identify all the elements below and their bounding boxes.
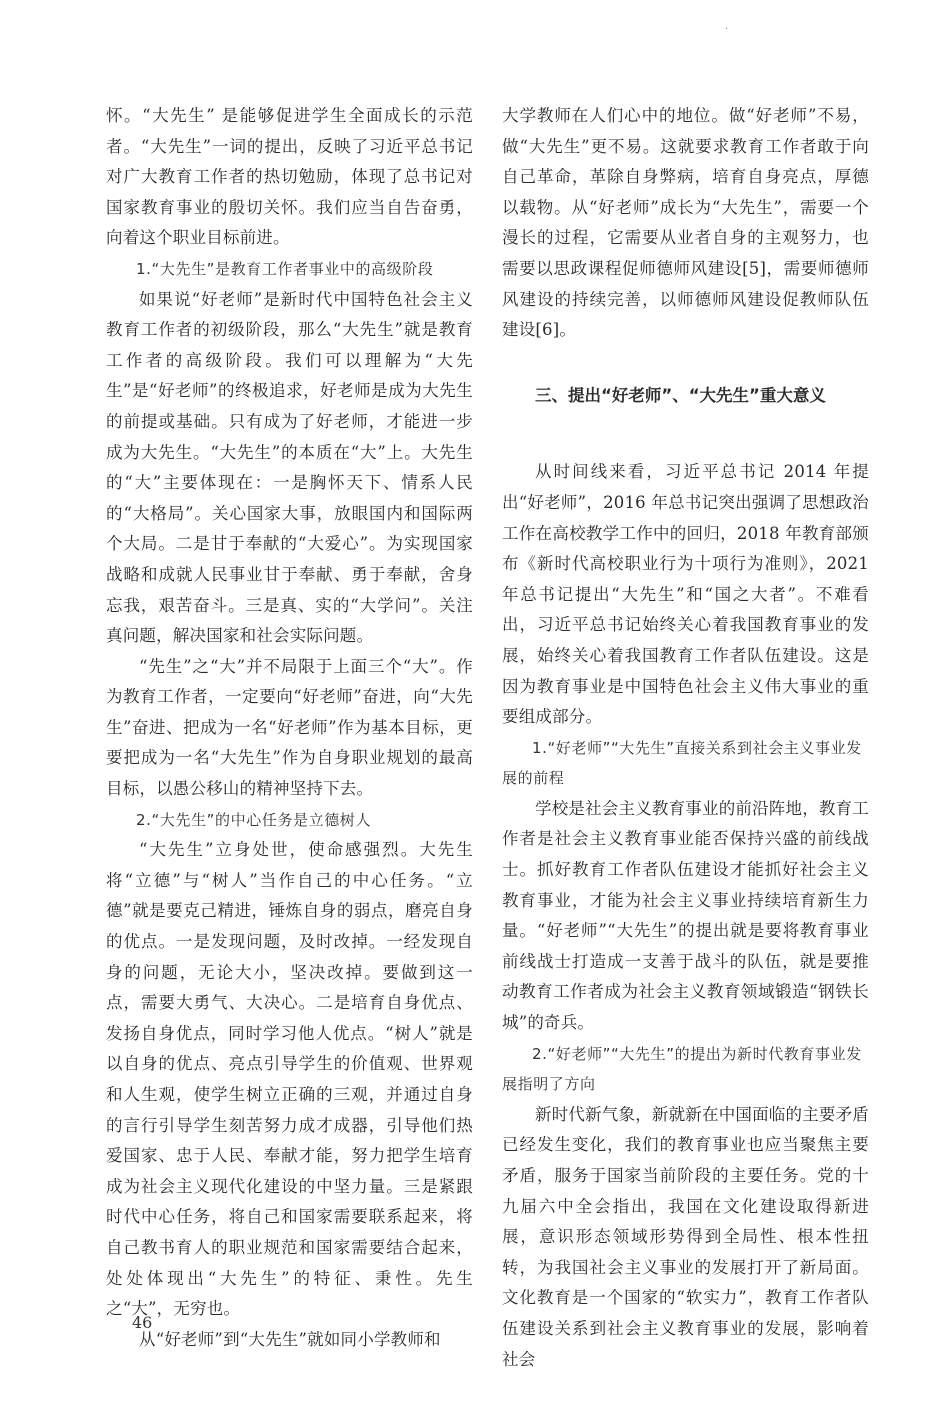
- section-heading: 三、提出“好老师”、“大先生”重大意义: [535, 385, 826, 405]
- body-paragraph: 如果说“好老师”是新时代中国特色社会主义教育工作者的初级阶段，那么“大先生”就是教育工作者的高级阶段。我们可以理解为“大先生”是“好老师”的终极追求，好老师是成为大先生的前提或基础。只有成为了好老师，才能进一步成为大先生。“大先生”的本质在“大”上。大先生的“大”主要体现在：一是胸怀天下、情系人民的“大格局”。关心国家大事，放眼国内和国际两个大局。二是甘于奉献的“大爱心”。为实现国家战略和成就人民事业甘于奉献、勇于奉献，舍身忘我，艰苦奋斗。三是真、实的“大学问”。关注真问题，解决国家和社会实际问题。: [106, 289, 473, 646]
- body-paragraph: 从时间线来看，习近平总书记 2014 年提出“好老师”，2016 年总书记突出强调了思想政治工作在高校教学工作中的回归，2018 年教育部颁布《新时代高校职业行为十项行为准则》，2021 年总书记提出“大先生”和“国之大者”。不难看出，习近平总书记始终关心着我国教育事业的发展，始终关心着我国教育工作者队伍建设。这是因为教育事业是中国特色社会主义伟大事业的重要组成部分。: [502, 462, 869, 727]
- body-paragraph: 怀。“大先生” 是能够促进学生全面成长的示范者。“大先生”一词的提出，反映了习近平总书记对广大教育工作者的热切勉励，体现了总书记对国家教育事业的殷切关怀。我们应当自告奋勇，向着这个职业目标前进。: [106, 106, 473, 248]
- subsection-heading: 1.“好老师”“大先生”直接关系到社会主义事业发展的前程: [502, 738, 862, 788]
- left-column: [106, 101, 473, 1355]
- right-column: [502, 101, 869, 1375]
- subsection-heading: 2.“好老师”“大先生”的提出为新时代教育事业发展指明了方向: [502, 1044, 862, 1094]
- corner-mark: ·: [725, 24, 729, 35]
- body-paragraph: 学校是社会主义教育事业的前沿阵地，教育工作者是社会主义教育事业能否保持兴盛的前线战士。抓好教育工作者队伍建设才能抓好社会主义教育事业，才能为社会主义事业持续培育新生力量。“好老师”“大先生”的提出就是要将教育事业前线战士打造成一支善于战斗的队伍，就是要推动教育工作者成为社会主义教育领域锻造“钢铁长城”的奇兵。: [502, 798, 869, 1033]
- subsection-heading: 1.“大先生”是教育工作者事业中的高级阶段: [136, 259, 434, 278]
- body-paragraph: 新时代新气象，新就新在中国面临的主要矛盾已经发生变化，我们的教育事业也应当聚焦主要矛盾，服务于国家当前阶段的主要任务。党的十九届六中全会指出，我国在文化建设取得新进展，意识形态领域形势得到全局性、根本性扭转，为我国社会主义事业的发展打开了新局面。文化教育是一个国家的“软实力”，教育工作者队伍建设关系到社会主义教育事业的发展，影响着社会: [502, 1104, 869, 1369]
- body-paragraph: 大学教师在人们心中的地位。做“好老师”不易，做“大先生”更不易。这就要求教育工作者敢于向自己革命，革除自身弊病，培育自身亮点，厚德以载物。从“好老师”成长为“大先生”，需要一个漫长的过程，它需要从业者自身的主观努力，也需要以思政课程促师德师风建设[5]，需要师德师风建设的持续完善，以师德师风建设促教师队伍建设[6]。: [502, 106, 869, 340]
- page-number: 46: [132, 1313, 153, 1332]
- body-paragraph: 从“好老师”到“大先生”就如同小学教师和: [139, 1329, 441, 1349]
- body-paragraph: “先生”之“大”并不局限于上面三个“大”。作为教育工作者，一定要向“好老师”奋进，向“大先生”奋进、把成为一名“好老师”作为基本目标，更要把成为一名“大先生”作为自身职业规划的最高目标，以愚公移山的精神坚持下去。: [106, 656, 473, 799]
- body-paragraph: “大先生”立身处世，使命感强烈。大先生将“立德”与“树人”当作自己的中心任务。“立德”就是要克己精进，锤炼自身的弱点，磨亮自身的优点。一是发现问题，及时改掉。一经发现自身的问题，无论大小，坚决改掉。要做到这一点，需要大勇气、大决心。二是培育自身优点、发扬自身优点，同时学习他人优点。“树人”就是以自身的优点、亮点引导学生的价值观、世界观和人生观，使学生树立正确的三观，并通过自身的言行引导学生刻苦努力成才成器，引导他们热爱国家、忠于人民、奉献才能，努力把学生培育成为社会主义现代化建设的中坚力量。三是紧跟时代中心任务，将自己和国家需要联系起来，将自己教书育人的职业规范和国家需要结合起来，处处体现出“大先生”的特征、秉性。先生之“大”，无穷也。: [106, 840, 473, 1319]
- subsection-heading: 2.“大先生”的中心任务是立德树人: [136, 810, 372, 829]
